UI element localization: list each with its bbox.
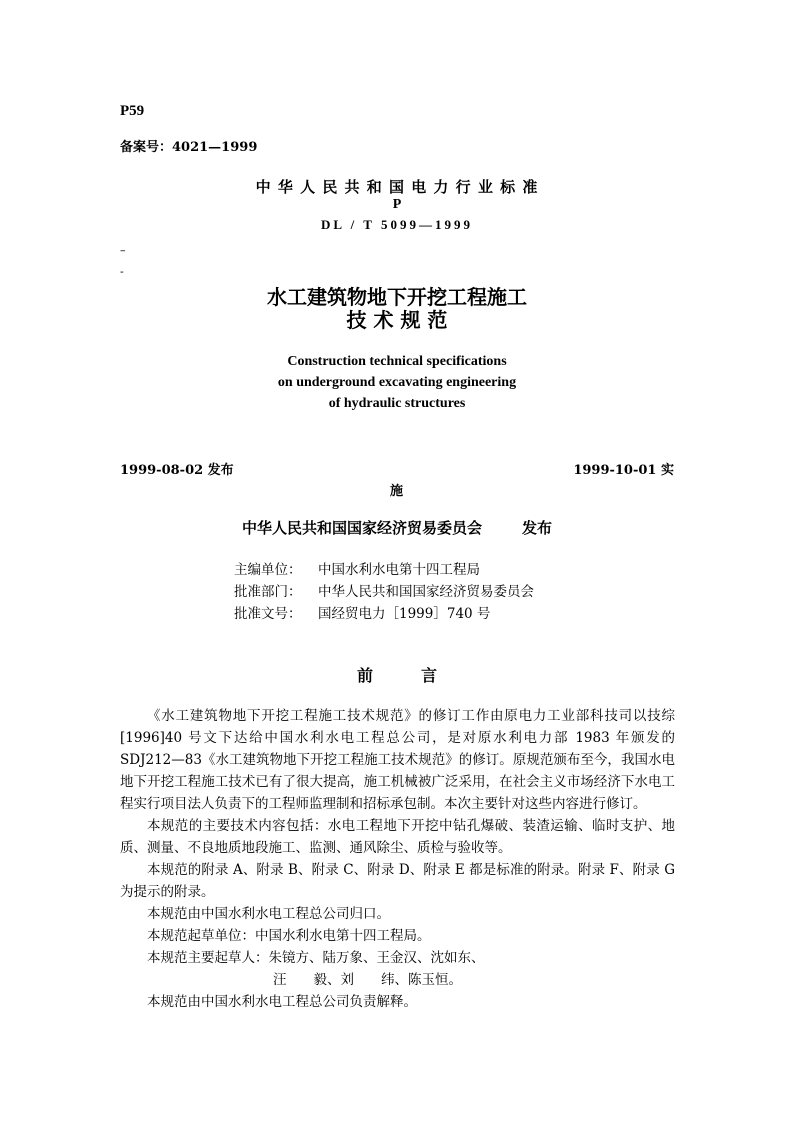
record-number: 备案号：4021—1999 xyxy=(120,140,258,155)
publish-date: 1999-08-02 发布 xyxy=(120,463,234,478)
classification-code: P59 xyxy=(120,103,145,119)
meta-row-approver xyxy=(234,580,534,600)
foreword-heading: 前 言 xyxy=(356,666,437,685)
foreword-paragraph: 本规范由中国水利水电工程总公司归口。 xyxy=(147,906,390,922)
foreword-paragraph: 本规范起草单位：中国水利水电第十四工程局。 xyxy=(147,928,431,944)
foreword-paragraph: 本规范由中国水利水电工程总公司负责解释。 xyxy=(147,994,417,1010)
foreword-paragraph: 本规范的主要技术内容包括：水电工程地下开挖中钻孔爆破、装渣运输、临时支护、地质、测量、不良地质地段施工、监测、通风除尘、质检与验收等。 xyxy=(120,818,675,856)
issue-action: 发布 xyxy=(522,519,553,537)
foreword-paragraph: 《水工建筑物地下开挖工程施工技术规范》的修订工作由原电力工业部科技司以技综[1996]40 号文下达给中国水利水电工程总公司，是对原水利电力部 1983 年颁发的 SDJ212—83《水工建筑物地下开挖工程施工技术规范》的修订。原规范颁布至今，我国水电地下开挖工程施工技术已有了很大提高，施工机械被广泛采用，在社会主义市场经济下水电工程实行项目法人负责下的工程师监理制和招标承包制。本次主要针对这些内容进行修订。 xyxy=(120,708,675,812)
foreword-paragraph: 本规范的附录 A、附录 B、附录 C、附录 D、附录 E 都是标准的附录。附录 F、附录 G 为提示的附录。 xyxy=(120,862,675,900)
meta-value: 中国水利水电第十四工程局 xyxy=(318,562,480,578)
meta-value: 中华人民共和国国家经济贸易委员会 xyxy=(318,584,534,600)
standard-code: DL / T 5099—1999 xyxy=(321,217,473,232)
meta-label: 批准文号： xyxy=(234,606,302,622)
english-title-line: on underground excavating engineering xyxy=(277,375,517,390)
meta-row-approval-no xyxy=(234,602,490,622)
english-title-line: Construction technical specifications xyxy=(287,354,507,369)
meta-label: 批准部门： xyxy=(234,584,302,600)
issuing-authority: 中华人民共和国国家经济贸易委员会 xyxy=(242,519,483,537)
meta-label: 主编单位： xyxy=(234,562,302,578)
meta-value: 国经贸电力［1999］740 号 xyxy=(318,606,491,622)
stray-mark: – xyxy=(120,244,126,257)
meta-row-editor xyxy=(234,558,480,578)
document-subtitle: 技 术 规 范 xyxy=(346,308,448,332)
implement-date-tail: 施 xyxy=(390,484,404,499)
implement-date: 1999-10-01 实 xyxy=(573,463,674,478)
foreword-paragraph: 本规范主要起草人：朱镜方、陆万象、王金汉、沈如东、 xyxy=(147,950,485,966)
standard-type: 中 华 人 民 共 和 国 电 力 行 业 标 准 xyxy=(255,178,539,196)
english-title-line: of hydraulic structures xyxy=(328,396,466,411)
document-title: 水工建筑物地下开挖工程施工 xyxy=(267,285,527,309)
foreword-drafters-continued: 汪 毅、刘 纬、陈玉恒。 xyxy=(273,972,462,988)
standard-letter: P xyxy=(392,197,402,212)
stray-mark: - xyxy=(120,265,124,278)
